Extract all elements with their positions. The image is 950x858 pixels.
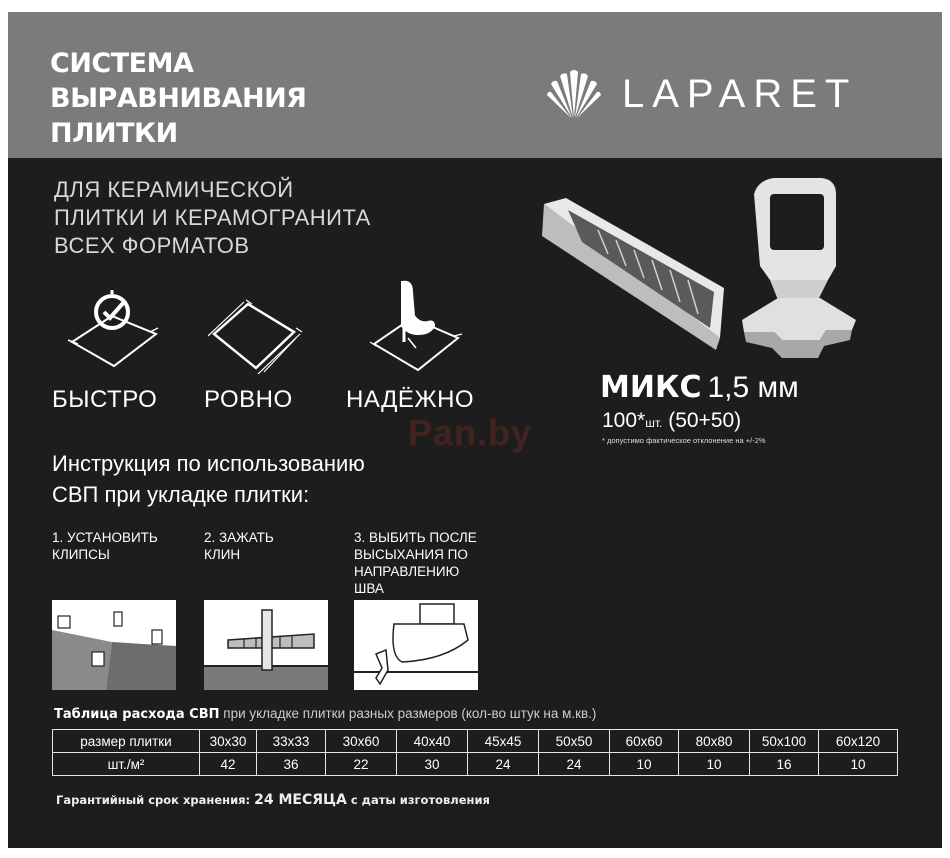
quantity-composition: (50+50) [668, 409, 742, 432]
subtitle-line: ВСЕХ ФОРМАТОВ [54, 233, 250, 258]
step-line: 3. ВЫБИТЬ ПОСЛЕ [354, 530, 477, 545]
table-cell: 24 [539, 753, 610, 776]
title-line: ПЛИТКИ [50, 118, 178, 149]
brand-name: LAPARET [622, 71, 858, 116]
warranty-period: 24 МЕСЯЦА [254, 792, 347, 808]
title-line: СИСТЕМА [50, 48, 194, 79]
table-cell: 30 [397, 753, 468, 776]
step-1-caption [52, 529, 158, 563]
table-cell: 10 [679, 753, 750, 776]
quantity-value: 100* [602, 409, 646, 432]
table-row-label: шт./м² [53, 753, 200, 776]
mallet-knock-illustration [354, 600, 478, 690]
table-cell: 50x100 [750, 730, 819, 753]
consumption-table [52, 729, 898, 776]
table-cell: 22 [326, 753, 397, 776]
subtitle-line: ПЛИТКИ И КЕРАМОГРАНИТА [54, 205, 371, 230]
table-cell: 42 [200, 753, 257, 776]
product-name [600, 370, 799, 405]
feature-label: РОВНО [204, 386, 293, 413]
clips-on-tiles-illustration [52, 600, 176, 690]
step-line: НАПРАВЛЕНИЮ [354, 564, 460, 579]
clock-check-icon [66, 282, 162, 370]
step-line: КЛИН [204, 547, 241, 562]
product-size: 1,5 мм [707, 371, 799, 404]
warranty-prefix: Гарантийный срок хранения: [56, 793, 255, 807]
subtitle-line: ДЛЯ КЕРАМИЧЕСКОЙ [54, 177, 294, 202]
package-card [8, 12, 942, 848]
quantity-unit: шт. [645, 416, 663, 430]
table-cell: 40x40 [397, 730, 468, 753]
table-title [54, 706, 596, 722]
step-line: КЛИПСЫ [52, 547, 110, 562]
step-line: 2. ЗАЖАТЬ [204, 530, 274, 545]
wedge-in-clip-illustration [204, 600, 328, 690]
brand-logo [546, 68, 857, 120]
feature-label: БЫСТРО [52, 386, 158, 413]
warranty-suffix: с даты изготовления [346, 793, 490, 807]
table-cell: 30x60 [326, 730, 397, 753]
step-line: ШВА [354, 581, 384, 596]
step-line: 1. УСТАНОВИТЬ [52, 530, 158, 545]
table-cell: 16 [750, 753, 819, 776]
table-row-label: размер плитки [53, 730, 200, 753]
instructions-line: СВП при укладке плитки: [52, 482, 310, 507]
table-cell: 10 [610, 753, 679, 776]
product-quantity [602, 409, 741, 433]
table-cell: 60x120 [819, 730, 898, 753]
table-title-rest: при укладке плитки разных размеров (кол-во штук на м.кв.) [219, 706, 597, 721]
table-cell: 36 [257, 753, 326, 776]
quantity-note: * допустимо фактическое отклонение на +/-2% [602, 436, 766, 445]
step-line: ВЫСЫХАНИЯ ПО [354, 547, 468, 562]
step-3-caption [354, 529, 477, 597]
table-cell: 24 [468, 753, 539, 776]
table-cell: 30x30 [200, 730, 257, 753]
table-row [53, 753, 898, 776]
tile-diamond-icon [208, 298, 308, 374]
product-model: МИКС [600, 370, 702, 405]
warranty-text [56, 792, 490, 808]
instructions-line: Инструкция по использованию [52, 451, 365, 476]
table-cell: 33x33 [257, 730, 326, 753]
instructions-title [52, 448, 365, 510]
step-2-caption [204, 529, 274, 563]
heel-on-tile-icon [368, 278, 464, 372]
product-illustration [538, 170, 868, 360]
table-cell: 10 [819, 753, 898, 776]
product-title [50, 46, 306, 151]
watermark: Pan.by [408, 412, 533, 453]
subtitle [54, 176, 371, 260]
table-cell: 50x50 [539, 730, 610, 753]
table-row [53, 730, 898, 753]
table-cell: 80x80 [679, 730, 750, 753]
table-cell: 60x60 [610, 730, 679, 753]
title-line: ВЫРАВНИВАНИЯ [50, 83, 307, 114]
feature-label: НАДЁЖНО [346, 386, 475, 413]
table-title-bold: Таблица расхода СВП [54, 707, 220, 722]
table-cell: 45x45 [468, 730, 539, 753]
shell-fan-icon [546, 68, 602, 120]
